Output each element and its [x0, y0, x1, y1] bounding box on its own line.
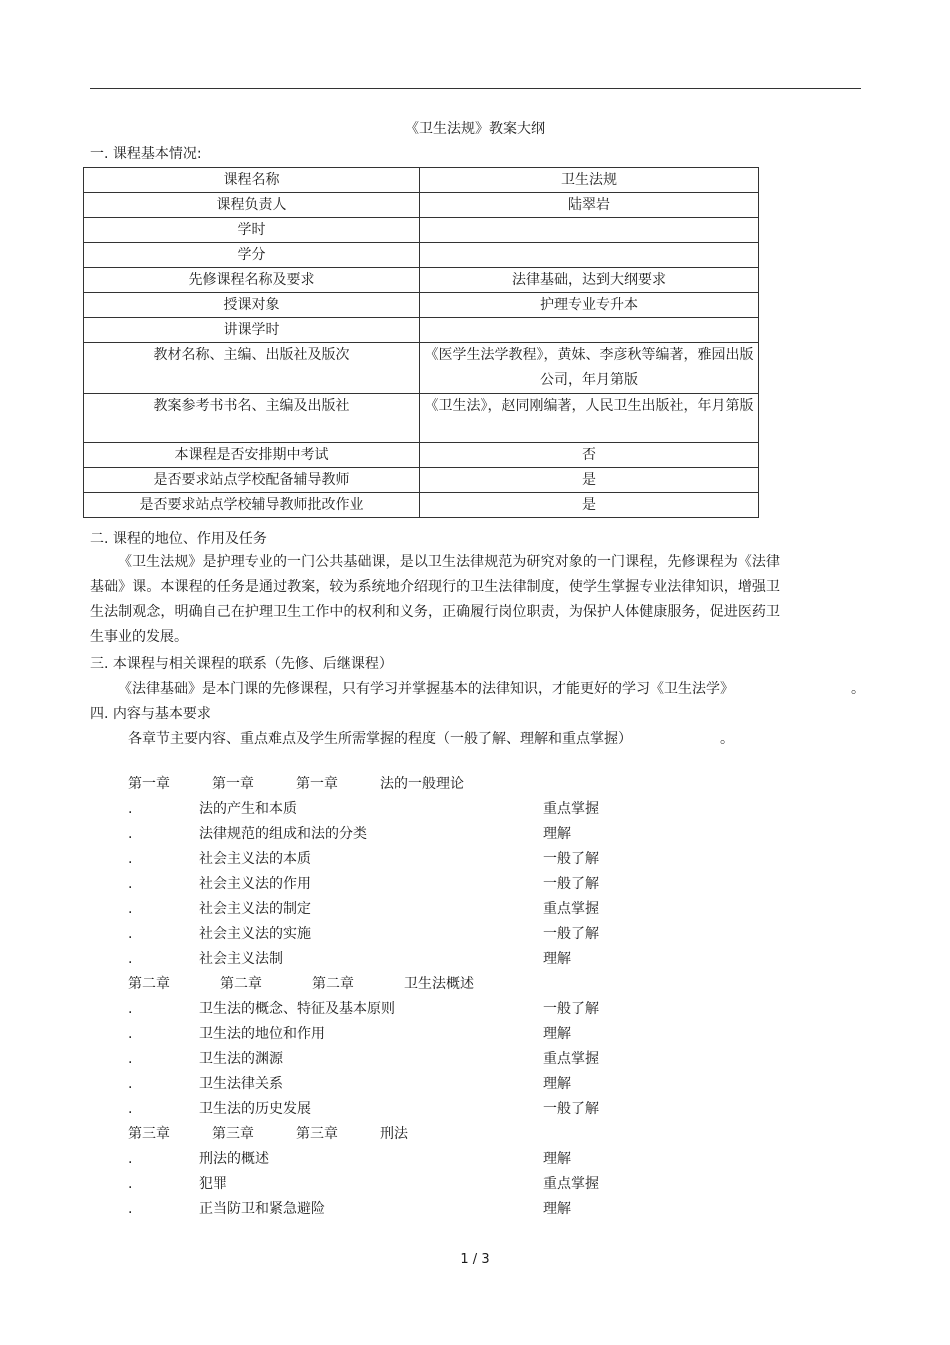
- bullet-dot: .: [128, 1051, 133, 1067]
- page-number: 1 / 3: [460, 1252, 490, 1267]
- chapter-title: 法的一般理论: [380, 776, 464, 792]
- mastery-level: 一般了解: [543, 926, 599, 942]
- table-value: 卫生法规: [420, 168, 759, 193]
- bullet-dot: .: [128, 1201, 133, 1217]
- mastery-level: 一般了解: [543, 851, 599, 867]
- chapter-number: 第三章: [212, 1126, 254, 1142]
- chapter-heading: [128, 972, 728, 997]
- section-3-paragraph: 《法律基础》是本门课的先修课程，只有学习并掌握基本的法律知识，才能更好的学习《卫生法学》: [118, 681, 734, 697]
- chapter-heading: [128, 1122, 728, 1147]
- table-row: [84, 218, 759, 243]
- topic-text: 犯罪: [199, 1176, 227, 1192]
- table-value: [420, 318, 759, 343]
- bullet-dot: .: [128, 1151, 133, 1167]
- course-info-table: [83, 167, 759, 518]
- mastery-level: 一般了解: [543, 1101, 599, 1117]
- table-value: [420, 243, 759, 268]
- section-1-heading: 一. 课程基本情况:: [90, 146, 202, 162]
- list-item: [128, 822, 728, 847]
- table-label: 学分: [84, 243, 420, 268]
- mastery-level: 重点掌握: [543, 1051, 599, 1067]
- chapter-number: 第三章: [128, 1126, 170, 1142]
- table-label: 授课对象: [84, 293, 420, 318]
- bullet-dot: .: [128, 876, 133, 892]
- list-item: [128, 947, 728, 972]
- bullet-dot: .: [128, 1001, 133, 1017]
- table-row: [84, 493, 759, 518]
- topic-text: 社会主义法的实施: [199, 926, 311, 942]
- table-label: 是否要求站点学校辅导教师批改作业: [84, 493, 420, 518]
- table-value: 护理专业专升本: [420, 293, 759, 318]
- chapter-number: 第三章: [296, 1126, 338, 1142]
- topic-text: 社会主义法的制定: [199, 901, 311, 917]
- table-value: 《卫生法》，赵同刚编著，人民卫生出版社，年月第版: [420, 394, 759, 443]
- table-label: 教材名称、主编、出版社及版次: [84, 343, 420, 394]
- document-title: 《卫生法规》教案大纲: [405, 121, 545, 137]
- bullet-dot: .: [128, 1026, 133, 1042]
- list-item: [128, 797, 728, 822]
- table-label: 先修课程名称及要求: [84, 268, 420, 293]
- list-item: [128, 1047, 728, 1072]
- mastery-level: 一般了解: [543, 1001, 599, 1017]
- chapter-number: 第一章: [212, 776, 254, 792]
- table-value: 否: [420, 443, 759, 468]
- section-4-intro-period: 。: [720, 731, 734, 747]
- list-item: [128, 1172, 728, 1197]
- bullet-dot: .: [128, 901, 133, 917]
- bullet-dot: .: [128, 801, 133, 817]
- mastery-level: 重点掌握: [543, 901, 599, 917]
- table-label: 学时: [84, 218, 420, 243]
- bullet-dot: .: [128, 1076, 133, 1092]
- topic-text: 卫生法的渊源: [199, 1051, 283, 1067]
- topic-text: 卫生法律关系: [199, 1076, 283, 1092]
- topic-text: 卫生法的历史发展: [199, 1101, 311, 1117]
- table-row: [84, 243, 759, 268]
- topic-text: 社会主义法的本质: [199, 851, 311, 867]
- chapter-title: 卫生法概述: [404, 976, 474, 992]
- section-3-heading: 三. 本课程与相关课程的联系（先修、后继课程）: [90, 656, 393, 672]
- mastery-level: 理解: [543, 826, 571, 842]
- table-row: [84, 443, 759, 468]
- chapter-outline: [128, 772, 728, 1222]
- section-2-heading: 二. 课程的地位、作用及任务: [90, 531, 267, 547]
- mastery-level: 重点掌握: [543, 801, 599, 817]
- list-item: [128, 1072, 728, 1097]
- list-item: [128, 1147, 728, 1172]
- topic-text: 法的产生和本质: [199, 801, 297, 817]
- table-value: [420, 218, 759, 243]
- chapter-title: 刑法: [380, 1126, 408, 1142]
- table-row: [84, 268, 759, 293]
- table-label: 课程负责人: [84, 193, 420, 218]
- mastery-level: 理解: [543, 1151, 571, 1167]
- table-label: 教案参考书书名、主编及出版社: [84, 394, 420, 443]
- mastery-level: 理解: [543, 1201, 571, 1217]
- list-item: [128, 997, 728, 1022]
- list-item: [128, 897, 728, 922]
- list-item: [128, 1097, 728, 1122]
- table-row: [84, 343, 759, 394]
- bullet-dot: .: [128, 926, 133, 942]
- table-label: 课程名称: [84, 168, 420, 193]
- table-label: 是否要求站点学校配备辅导教师: [84, 468, 420, 493]
- table-value: 是: [420, 493, 759, 518]
- section-4-intro: 各章节主要内容、重点难点及学生所需掌握的程度（一般了解、理解和重点掌握）: [128, 731, 632, 747]
- topic-text: 卫生法的概念、特征及基本原则: [199, 1001, 395, 1017]
- table-row: [84, 168, 759, 193]
- chapter-number: 第二章: [312, 976, 354, 992]
- table-label: 讲课学时: [84, 318, 420, 343]
- table-row: [84, 394, 759, 443]
- section-4-heading: 四. 内容与基本要求: [90, 706, 211, 722]
- table-row: [84, 318, 759, 343]
- table-value: 陆翠岩: [420, 193, 759, 218]
- mastery-level: 重点掌握: [543, 1176, 599, 1192]
- list-item: [128, 1197, 728, 1222]
- section-3-period: 。: [851, 681, 865, 697]
- header-rule: [90, 88, 861, 89]
- mastery-level: 理解: [543, 1076, 571, 1092]
- topic-text: 社会主义法的作用: [199, 876, 311, 892]
- chapter-number: 第一章: [128, 776, 170, 792]
- bullet-dot: .: [128, 1101, 133, 1117]
- bullet-dot: .: [128, 1176, 133, 1192]
- table-label: 本课程是否安排期中考试: [84, 443, 420, 468]
- table-value: 法律基础，达到大纲要求: [420, 268, 759, 293]
- topic-text: 法律规范的组成和法的分类: [199, 826, 367, 842]
- bullet-dot: .: [128, 826, 133, 842]
- mastery-level: 理解: [543, 951, 571, 967]
- section-2-paragraph: 《卫生法规》是护理专业的一门公共基础课，是以卫生法律规范为研究对象的一门课程，先修课程为《法律基础》课。本课程的任务是通过教案，较为系统地介绍现行的卫生法律制度，使学生掌握专业法律知识，增强卫生法制观念，明确自己在护理卫生工作中的权利和义务，正确履行岗位职责，为保护人体健康服务，促进医药卫生事业的发展。: [90, 554, 780, 645]
- list-item: [128, 872, 728, 897]
- chapter-heading: [128, 772, 728, 797]
- table-row: [84, 193, 759, 218]
- topic-text: 刑法的概述: [199, 1151, 269, 1167]
- table-row: [84, 293, 759, 318]
- topic-text: 卫生法的地位和作用: [199, 1026, 325, 1042]
- list-item: [128, 922, 728, 947]
- bullet-dot: .: [128, 951, 133, 967]
- table-row: [84, 468, 759, 493]
- table-value: 是: [420, 468, 759, 493]
- chapter-number: 第二章: [128, 976, 170, 992]
- mastery-level: 一般了解: [543, 876, 599, 892]
- chapter-number: 第二章: [220, 976, 262, 992]
- mastery-level: 理解: [543, 1026, 571, 1042]
- list-item: [128, 847, 728, 872]
- table-value: 《医学生法学教程》，黄妹、李彦秋等编著，雅园出版公司，年月第版: [420, 343, 759, 394]
- list-item: [128, 1022, 728, 1047]
- bullet-dot: .: [128, 851, 133, 867]
- topic-text: 正当防卫和紧急避险: [199, 1201, 325, 1217]
- chapter-number: 第一章: [296, 776, 338, 792]
- topic-text: 社会主义法制: [199, 951, 283, 967]
